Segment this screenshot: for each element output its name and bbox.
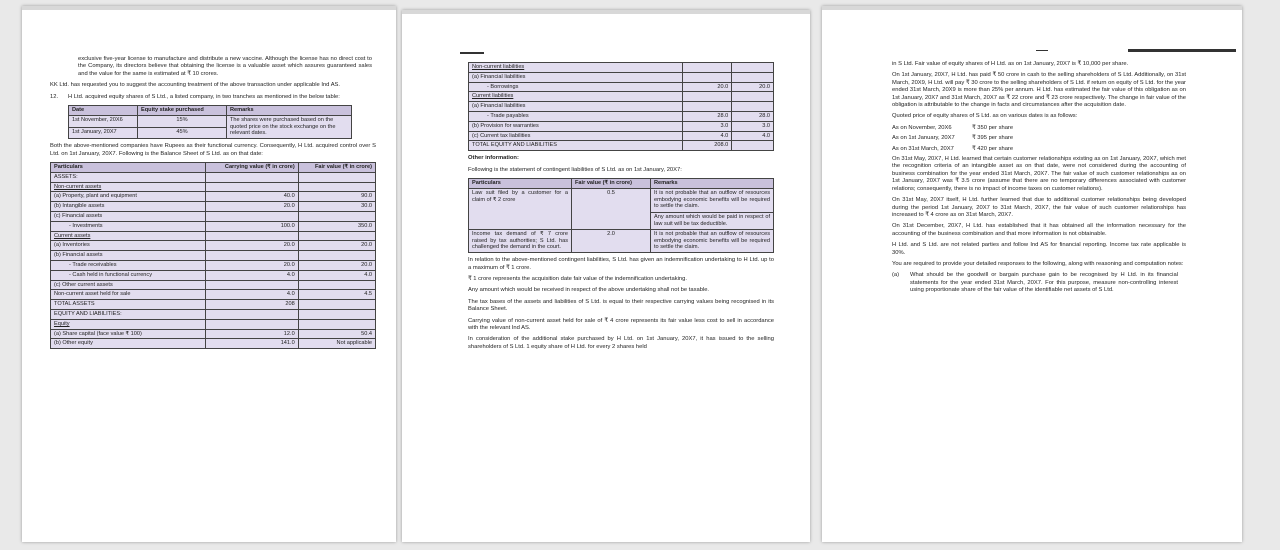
- price-row: [892, 135, 1186, 142]
- table-cell: 350.0: [298, 221, 375, 231]
- remark-text: Any amount which would be paid in respect of law suit will be tax deductible.: [651, 212, 773, 228]
- table-cell: [683, 92, 732, 102]
- table-cell: [732, 141, 774, 151]
- paragraph: Any amount which would be received in respect of the above undertaking shall not be taxable.: [468, 287, 710, 294]
- table-cell: [206, 182, 299, 192]
- table-cell: 28.0: [683, 111, 732, 121]
- table-cell: - Trade receivables: [51, 261, 206, 271]
- table-cell: Non-current liabilities: [469, 63, 683, 73]
- table-cell: TOTAL EQUITY AND LIABILITIES: [469, 141, 683, 151]
- table-cell: (c) Financial assets: [51, 212, 206, 222]
- document-page-3: [822, 6, 1242, 542]
- table-cell: Law suit filed by a customer for a claim of ₹ 2 crore: [469, 188, 572, 229]
- table-row: [51, 241, 376, 251]
- table-row: [51, 172, 376, 182]
- table-cell: Not applicable: [298, 339, 375, 349]
- table-cell: 4.0: [732, 131, 774, 141]
- balance-sheet-table: [50, 162, 376, 349]
- table-cell: [683, 102, 732, 112]
- table-cell: 100.0: [206, 221, 299, 231]
- paragraph: On 31st May, 20X7, H Ltd. learned that certain customer relationships existing as on 1st January, 20X7, which met the recognition criteria of an intangible asset as on that date, were not considered during the accounting of business combination for the year ended 31st March, 20X7. The fair value of such customer relationships as on 1st January, 20X7 was ₹ 3.5 crore (assume that there are no temporary differences associated with customer relations; consequently, there is no impact of income taxes on customer relations).: [892, 156, 1186, 192]
- table-row: [469, 188, 774, 229]
- table-cell: 20.0: [683, 82, 732, 92]
- table-cell: [683, 72, 732, 82]
- cl-header-remarks: Remarks: [651, 178, 774, 188]
- table-cell: [298, 309, 375, 319]
- table-cell: ASSETS:: [51, 172, 206, 182]
- table-cell: (a) Inventories: [51, 241, 206, 251]
- table-cell: 4.5: [298, 290, 375, 300]
- table-row: [469, 72, 774, 82]
- table-row: [469, 229, 774, 252]
- table-cell: (b) Provision for warranties: [469, 121, 683, 131]
- balance-sheet-table-continued: [468, 62, 774, 151]
- bs-header-particulars: Particulars: [51, 163, 206, 173]
- table-cell: - Cash held in functional currency: [51, 270, 206, 280]
- paragraph: Quoted price of equity shares of S Ltd. as on various dates is as follows:: [892, 113, 1078, 120]
- table-row: [469, 82, 774, 92]
- paragraph: H Ltd. and S Ltd. are not related parties and follow Ind AS for financial reporting. Income tax rate applicable is 30%.: [892, 242, 1186, 256]
- paragraph: The tax bases of the assets and liabilities of S Ltd. is equal to their respective carrying values being recognised in its Balance Sheet.: [468, 298, 774, 313]
- question-text: H Ltd. acquired equity shares of S Ltd., a listed company, in two tranches as mentioned in the below table:: [68, 93, 340, 100]
- paragraph: in S Ltd. Fair value of equity shares of H Ltd. as on 1st January, 20X7 is ₹ 10,000 per share.: [892, 61, 1129, 67]
- question-number: 12.: [50, 93, 59, 100]
- paragraph: On 1st January, 20X7, H Ltd. has paid ₹ 50 crore in cash to the selling shareholders of S Ltd. Additionally, on 31st March, 20X9, H Ltd. will pay ₹ 30 crore to the selling shareholders of S Ltd. if return on equity of S Ltd. for the year ended 31st March, 20X9 is more than 25% per annum. H Ltd. has estimated the fair value of this obligation as on 1st January, 20X7 and 31st March, 20X7 as ₹ 22 crore and ₹ 23 crore respectively. The change in fair value of the obligation is attributable to the change in facts and circumstances after the acquisition date.: [892, 72, 1186, 109]
- paragraph: On 31st May, 20X7 itself, H Ltd. further learned that due to additional customer relationships being developed during the period 1st January, 20X7 to 31st March, 20X7, the fair value of such customer relationships has increased to ₹ 4 crore as on 31st March, 20X7.: [892, 197, 1186, 218]
- table-cell: 20.0: [298, 261, 375, 271]
- price-value: ₹ 350 per share: [972, 124, 1014, 131]
- table-cell: [732, 72, 774, 82]
- table-cell: Current liabilities: [469, 92, 683, 102]
- table-cell: [298, 251, 375, 261]
- table-cell: [206, 319, 299, 329]
- table-cell: 141.0: [206, 339, 299, 349]
- stake-remark: The shares were purchased based on the quoted price on the stock exchange on the relevant dates.: [227, 115, 352, 138]
- table-cell: [298, 300, 375, 310]
- paragraph: You are required to provide your detailed responses to the following, along with reasoning and computation notes:: [892, 260, 1184, 267]
- table-cell: 40.0: [206, 192, 299, 202]
- table-row: [51, 202, 376, 212]
- question-text: What should be the goodwill or bargain purchase gain to be recognised by H Ltd. in its financial statements for the year ended 31st March, 20X7. For this purpose, measure non-controlling interest using proportionate share of the fair value of the identifiable net assets of S Ltd.: [910, 272, 1178, 294]
- table-cell: 20.0: [206, 261, 299, 271]
- price-value: ₹ 395 per share: [972, 135, 1014, 142]
- table-row: [51, 261, 376, 271]
- header-dash: [460, 52, 484, 54]
- table-cell: 1st January, 20X7: [69, 127, 138, 139]
- paragraph: In relation to the above-mentioned contingent liabilities, S Ltd. has given an indemnification undertaking to H Ltd. up to a maximum of ₹ 1 crore.: [468, 257, 774, 271]
- table-cell: 15%: [138, 115, 227, 127]
- table-cell: - Investments: [51, 221, 206, 231]
- table-row: [51, 290, 376, 300]
- table-cell: 90.0: [298, 192, 375, 202]
- table-cell: 4.0: [206, 270, 299, 280]
- page-top-edge: [22, 6, 396, 10]
- table-cell: TOTAL ASSETS: [51, 300, 206, 310]
- table-cell: 208.0: [683, 141, 732, 151]
- table-cell: 50.4: [298, 329, 375, 339]
- table-row: [51, 251, 376, 261]
- paragraph-request: KK Ltd. has requested you to suggest the accounting treatment of the above transaction under applicable Ind AS.: [50, 82, 341, 89]
- table-cell: (a) Financial liabilities: [469, 102, 683, 112]
- cl-header-fair-value: Fair value (₹ in crore): [572, 178, 651, 188]
- table-row: [69, 115, 352, 127]
- table-row: [469, 92, 774, 102]
- table-cell: Income tax demand of ₹ 7 crore raised by tax authorities; S Ltd. has challenged the demand in the court.: [469, 229, 572, 252]
- price-date: As on 1st January, 20X7: [892, 135, 955, 142]
- header-rule: [1128, 49, 1236, 52]
- table-cell: 4.0: [298, 270, 375, 280]
- table-cell: [206, 251, 299, 261]
- table-row: [51, 270, 376, 280]
- table-cell: Non-current asset held for sale: [51, 290, 206, 300]
- page2-paragraphs: [468, 257, 774, 351]
- price-date: As on 31st March, 20X7: [892, 145, 954, 152]
- table-cell: [206, 309, 299, 319]
- price-date: As on November, 20X6: [892, 124, 952, 131]
- table-cell: 4.0: [683, 131, 732, 141]
- table-cell: [298, 319, 375, 329]
- table-cell: [732, 63, 774, 73]
- other-info-intro: Following is the statement of contingent liabilities of S Ltd. as on 1st January, 20X7:: [468, 166, 682, 173]
- table-cell: [683, 63, 732, 73]
- table-cell: (a) Financial liabilities: [469, 72, 683, 82]
- table-row: [51, 319, 376, 329]
- question-12: [50, 94, 376, 101]
- paragraph: Carrying value of non-current asset held for sale of ₹ 4 crore represents its fair value less cost to sell in accordance with the relevant Ind AS.: [468, 317, 774, 331]
- table-cell: 1st November, 20X6: [69, 115, 138, 127]
- table-cell: [298, 172, 375, 182]
- table-cell: (c) Other current assets: [51, 280, 206, 290]
- table-row: [51, 329, 376, 339]
- other-info-title: Other information:: [468, 155, 519, 162]
- contingent-liabilities-table: [468, 178, 774, 253]
- table-cell: Non-current assets: [51, 182, 206, 192]
- table-row: [51, 231, 376, 241]
- table-row: [51, 280, 376, 290]
- table-cell: - Trade payables: [469, 111, 683, 121]
- page-top-edge: [402, 10, 810, 14]
- table-cell: 20.0: [206, 202, 299, 212]
- table-row: [469, 111, 774, 121]
- balance-sheet-body: [51, 172, 376, 348]
- table-cell: (b) Other equity: [51, 339, 206, 349]
- table-row: [51, 339, 376, 349]
- table-cell: (b) Intangible assets: [51, 202, 206, 212]
- table-cell: It is not probable that an outflow of resources embodying economic benefits will be required to settle the claim.: [651, 229, 774, 252]
- stake-header-date: Date: [69, 106, 138, 116]
- stake-header-remarks: Remarks: [227, 106, 352, 116]
- remark-text: It is not probable that an outflow of resources embodying economic benefits will be required to settle the claim.: [654, 189, 770, 210]
- table-cell: Current assets: [51, 231, 206, 241]
- table-cell: [206, 172, 299, 182]
- table-cell: [651, 188, 774, 229]
- table-cell: 28.0: [732, 111, 774, 121]
- table-cell: 20.0: [206, 241, 299, 251]
- table-cell: 3.0: [683, 121, 732, 131]
- table-cell: 208: [206, 300, 299, 310]
- table-cell: [298, 280, 375, 290]
- table-cell: Equity: [51, 319, 206, 329]
- paragraph-currency: Both the above-mentioned companies have Rupees as their functional currency. Consequently, H Ltd. acquired control over S Ltd. on 1st January, 20X7. Following is the Balance Sheet of S Ltd. as on that date:: [50, 143, 376, 157]
- table-cell: EQUITY AND LIABILITIES:: [51, 309, 206, 319]
- table-row: [469, 131, 774, 141]
- table-row: [51, 221, 376, 231]
- table-row: [51, 182, 376, 192]
- table-cell: 45%: [138, 127, 227, 139]
- table-cell: 30.0: [298, 202, 375, 212]
- cl-header-particulars: Particulars: [469, 178, 572, 188]
- table-cell: [732, 102, 774, 112]
- table-cell: 3.0: [732, 121, 774, 131]
- table-cell: [732, 92, 774, 102]
- table-row: [469, 121, 774, 131]
- price-row: [892, 146, 1186, 153]
- table-cell: (a) Property, plant and equipment: [51, 192, 206, 202]
- table-cell: 20.0: [732, 82, 774, 92]
- paragraph-license: exclusive five-year license to manufacture and distribute a new vaccine. Although the license has no direct cost to the Company, its directors believe that obtaining the license is a valuable asset which assures guaranteed sales and the value for the same is estimated at ₹ 10 crores.: [78, 56, 372, 77]
- price-row: [892, 125, 1186, 132]
- paragraph: On 31st December, 20X7, H Ltd. has established that it has obtained all the information necessary for the accounting of the business combination and that more information is not obtainable.: [892, 223, 1186, 237]
- bs-header-fair: Fair value (₹ in crore): [298, 163, 375, 173]
- header-dash: [1036, 50, 1048, 51]
- table-row: [469, 63, 774, 73]
- table-row: [51, 192, 376, 202]
- question-number: (a): [892, 272, 900, 279]
- paragraph: In consideration of the additional stake purchased by H Ltd. on 1st January, 20X7, it has issued to the selling shareholders of S Ltd. 1 equity share of H Ltd. for every 2 shares held: [468, 336, 774, 350]
- table-cell: 2.0: [572, 229, 651, 252]
- stake-table: [68, 105, 352, 139]
- bs-header-carrying: Carrying value (₹ in crore): [206, 163, 299, 173]
- table-cell: [298, 182, 375, 192]
- document-page-1: [22, 6, 396, 542]
- table-cell: [298, 231, 375, 241]
- table-cell: [206, 212, 299, 222]
- stake-header-equity: Equity stake purchased: [138, 106, 227, 116]
- page-top-edge: [822, 6, 1242, 10]
- table-row: [469, 141, 774, 151]
- question-a: [892, 272, 1186, 294]
- table-cell: (b) Financial assets: [51, 251, 206, 261]
- price-value: ₹ 420 per share: [972, 145, 1014, 152]
- table-cell: 4.0: [206, 290, 299, 300]
- table-cell: 12.0: [206, 329, 299, 339]
- table-cell: (c) Current tax liabilities: [469, 131, 683, 141]
- table-cell: 0.5: [572, 188, 651, 229]
- table-cell: 20.0: [298, 241, 375, 251]
- balance-sheet-body-continued: [469, 63, 774, 151]
- paragraph: ₹ 1 crore represents the acquisition date fair value of the indemnification undertaking.: [468, 275, 687, 282]
- document-page-2: [402, 10, 810, 542]
- table-cell: [206, 280, 299, 290]
- table-cell: [206, 231, 299, 241]
- table-cell: (a) Share capital (face value ₹ 100): [51, 329, 206, 339]
- table-row: [469, 102, 774, 112]
- table-row: [51, 300, 376, 310]
- table-cell: [298, 212, 375, 222]
- table-cell: - Borrowings: [469, 82, 683, 92]
- table-row: [51, 212, 376, 222]
- table-row: [51, 309, 376, 319]
